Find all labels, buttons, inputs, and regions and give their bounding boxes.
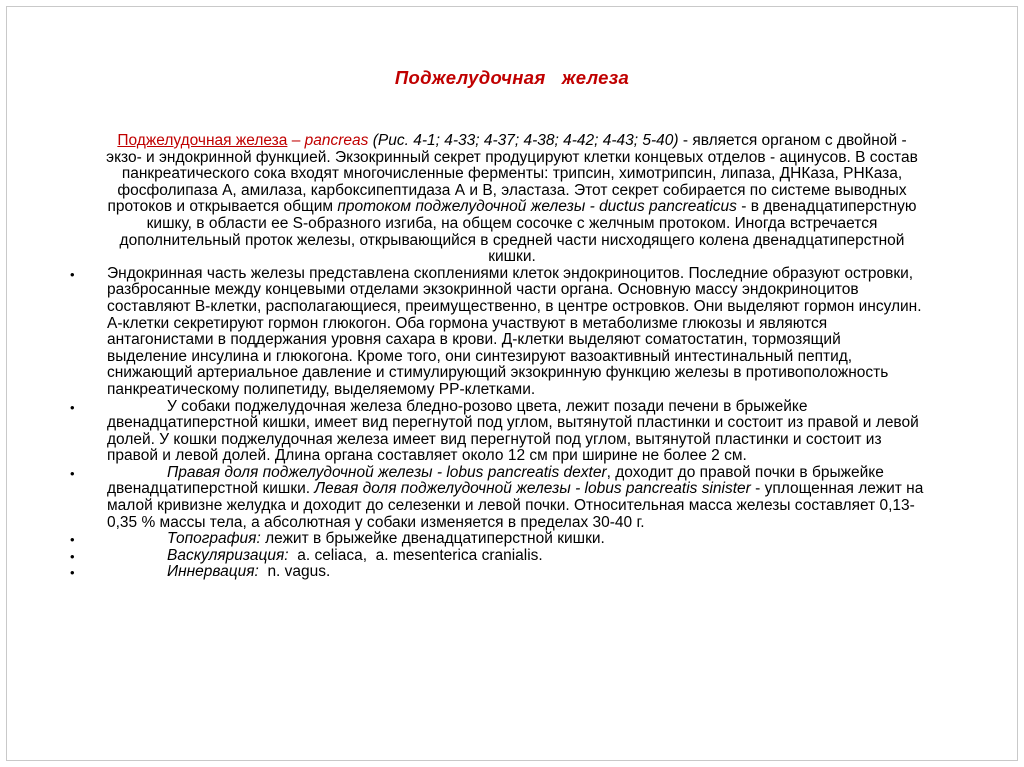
bullet-marker-icon: •	[70, 548, 75, 564]
bullet-marker-icon: •	[70, 399, 75, 415]
text-segment: - уплощенная лежит на малой кривизне желудка и доходит до селезенки и левой почки. Относительная масса железы составляет 0,13-0,35 % массы тела, а абсолютная у собаки изменяется в пределах 30-40 г.	[107, 480, 928, 531]
text-segment: –	[287, 132, 305, 149]
slide-title: Поджелудочная железа	[394, 67, 630, 88]
bullet-item	[70, 530, 925, 548]
text-segment: Левая доля поджелудочной железы - lobus pancreatis sinister	[314, 480, 751, 498]
bullet-list	[7, 266, 1017, 581]
text-segment: n. vagus.	[258, 563, 331, 581]
bullet-item	[70, 264, 926, 399]
text-segment: протоком поджелудочной железы - ductus pancreaticus	[337, 198, 737, 216]
text-segment: - является органом с двойной - экзо- и эндокринной функцией. Экзокринный секрет продуцируют клетки концевых отделов - ацинусов. В состав панкреатического сока входят многочисленные ферменты: трипсин, химотрипсин, липаза, ДНКаза, РНКаза, фосфолипаза А, амилаза, карбоксипептидаза А и В, эластаза. Этот секрет собирается по системе выводных протоков и открывается общим	[106, 132, 923, 216]
text-segment: (Рис. 4-1; 4-33; 4-37; 4-38; 4-42; 4-43; 5-40)	[368, 132, 679, 149]
text-segment: лежит в брыжейке двенадцатиперстной кишки.	[260, 530, 605, 548]
text-segment: Топография:	[167, 530, 261, 548]
bullet-item	[70, 397, 925, 465]
text-segment: У собаки поджелудочная железа бледно-розово цвета, лежит позади печени в брыжейке двенадцатиперстной кишки, имеет вид перегнутой под углом, вытянутой пластинки и состоит из правой и левой долей. У кошки поджелудочная железа имеет вид перегнутой под углом, вытянутой пластинки и состоит из правой и левой долей. Длина органа составляет около 12 см при ширине не более 2 см.	[107, 397, 924, 465]
slide	[6, 6, 1018, 761]
intro-paragraph	[98, 133, 926, 266]
text-segment: , доходит до правой почки в брыжейке двенадцатиперстной кишки.	[107, 463, 889, 498]
text-segment: Правая доля поджелудочной железы - lobus pancreatis dexter	[167, 463, 607, 481]
text-segment: - в двенадцатиперстную кишку, в области ее S-образного изгиба, на общем сосочке с желчным протоком. Иногда встречается дополнительный проток железы, открывающийся в средней части нисходящего колена двенадцатиперстной кишки.	[119, 198, 921, 266]
text-segment: Эндокринная часть железы представлена скоплениями клеток эндокриноцитов. Последние образуют островки, разбросанные между концевыми отделами экзокринной части органа. Основную массу эндокриноцитов составляют В-клетки, располагающиеся, преимущественно, в центре островков. Они выделяют гормон инсулин. А-клетки секретируют гормон глюкогон. Оба гормона участвуют в метаболизме глюкозы и являются антагонистами в поддержания уровня сахара в крови. Д-клетки выделяют соматостатин, тормозящий выделение инсулина и глюкогона. Кроме того, они синтезируют вазоактивный интестинальный пептид, снижающий артериальное давление и стимулирующий экзокринную функцию железы в противоположность панкреатическому полипетиду, выделяемому РР-клетками.	[107, 264, 926, 398]
text-segment: Васкуляризация:	[167, 546, 289, 564]
bullet-marker-icon: •	[70, 266, 75, 282]
bullet-marker-icon: •	[70, 532, 75, 548]
bullet-item	[70, 463, 928, 531]
text-segment: a. celiaca, a. mesenterica cranialis.	[288, 546, 543, 564]
text-segment: Иннервация:	[167, 563, 259, 581]
bullet-item	[70, 563, 925, 581]
text-segment: Поджелудочная железа	[117, 132, 288, 149]
bullet-marker-icon: •	[70, 465, 75, 481]
bullet-item	[70, 546, 925, 565]
text-segment: pancreas	[304, 132, 369, 149]
bullet-marker-icon: •	[70, 565, 75, 581]
